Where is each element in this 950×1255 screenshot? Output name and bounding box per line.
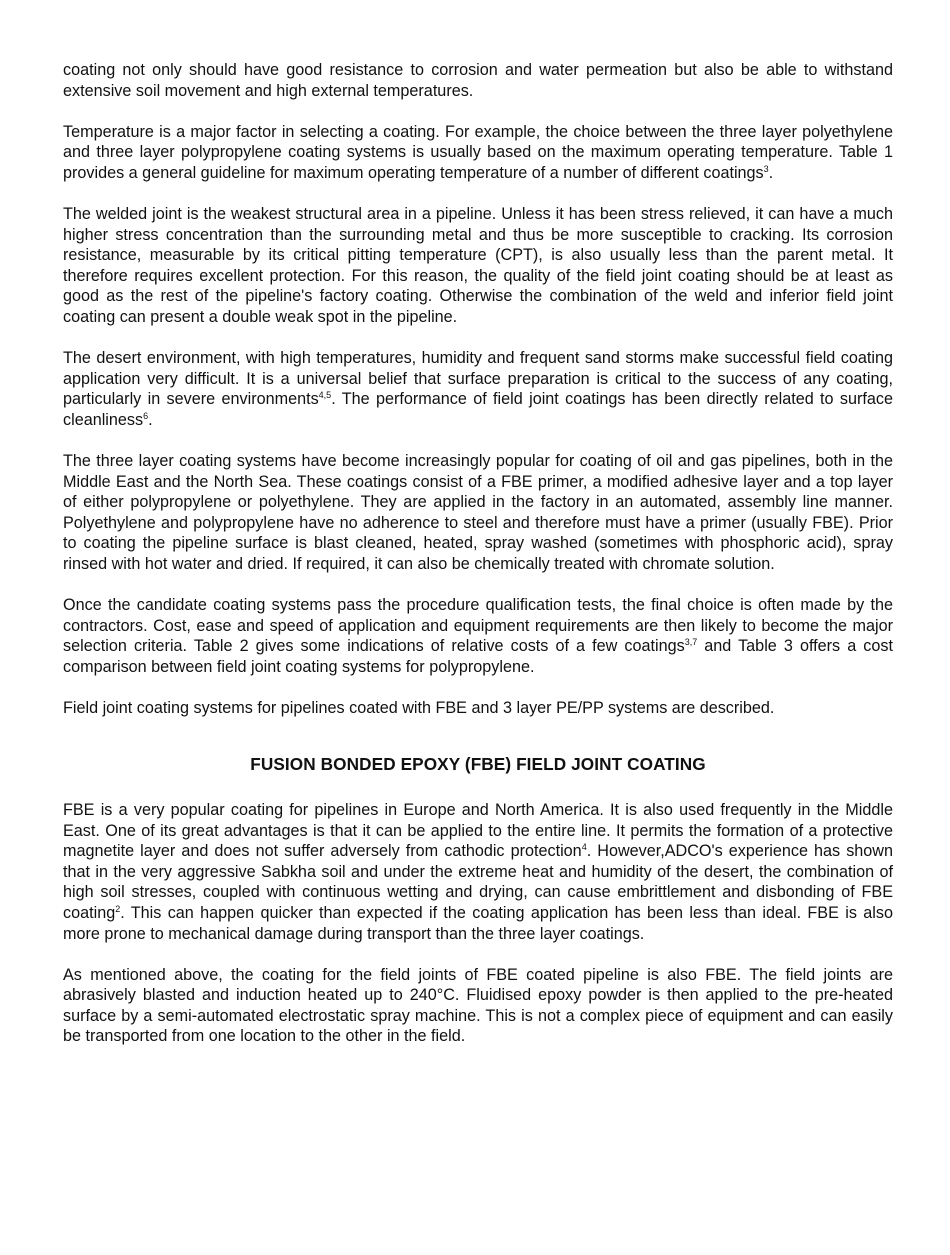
paragraph-three-layer: The three layer coating systems have become increasingly popular for coating of oil and gas pipelines, both in the Middle East and the North Sea. These coatings consist of a FBE primer, a modified adhesive layer and a top layer of either polypropylene or polyethylene. They are applied in the factory in an automated, assembly line manner. Polyethylene and polypropylene have no adherence to steel and therefore must have a primer (usually FBE). Prior to coating the pipeline surface is blast cleaned, heated, spray washed (sometimes with phosphoric acid), spray rinsed with hot water and dried. If required, it can also be chemically treated with chromate solution. <box>63 451 893 573</box>
footnote-ref: 6 <box>143 410 149 421</box>
paragraph-fbe-popular: FBE is a very popular coating for pipelines in Europe and North America. It is also used frequently in the Middle East. One of its great advantages is that it can be applied to the entire line. It permits the formation of a protective magnetite layer and does not suffer adversely from cathodic protection$^4$. However,ADCO's experience has shown that in the very aggressive Sabkha soil and under the extreme heat and humidity of the desert, the combination of high soil stresses, coupled with continuous wetting and drying, can cause embrittlement and disbonding of FBE coating$^2$. This can happen quicker than expected if the coating application has been less than ideal. FBE is also more prone to mechanical damage during transport than the three layer coatings. <box>63 801 894 943</box>
paragraph-systems-described: Field joint coating systems for pipelines coated with FBE and 3 layer PE/PP systems are described. <box>63 698 775 717</box>
paragraph-selection-criteria: Once the candidate coating systems pass the procedure qualification tests, the final choice is often made by the contractors. Cost, ease and speed of application and equipment requirements are then likely to become the major selection criteria. Table 2 gives some indications of relative costs of a few coatings$^{3,7}$ and Table 3 offers a cost comparison between field joint coating systems for polypropylene. <box>63 595 893 676</box>
footnote-ref: 3,7 <box>684 637 698 648</box>
footnote-ref: 4 <box>581 842 587 853</box>
footnote-ref: 2 <box>115 904 121 914</box>
footnote-ref: 3 <box>763 163 769 174</box>
paragraph-welded-joint: The welded joint is the weakest structural area in a pipeline. Unless it has been stress relieved, it can have a much higher stress concentration than the surrounding metal and thus be more susceptible to cracking. Its corrosion resistance, measurable by its critical pitting temperature (CPT), is also usually less than the parent metal. It therefore requires excellent protection. For this reason, the quality of the field joint coating should be at least as good as the rest of the pipeline's factory coating. Otherwise the combination of the weld and inferior field joint coating can present a double weak spot in the pipeline. <box>63 204 893 326</box>
paragraph-desert-environment: The desert environment, with high temperatures, humidity and frequent sand storms make successful field coating application very difficult. It is a universal belief that surface preparation is critical to the success of any coating, particularly in severe environments$^{4,5}$. The performance of field joint coatings has been directly related to surface cleanliness$^6$. <box>63 349 893 429</box>
document-page <box>63 60 893 1068</box>
paragraph-fbe-field-joints: As mentioned above, the coating for the field joints of FBE coated pipeline is also FBE. The field joints are abrasively blasted and induction heated up to 240°C. Fluidised epoxy powder is then applied to the pre-heated surface by a semi-automated electrostatic spray machine. This is not a complex piece of equipment and can easily be transported from one location to the other in the field. <box>63 965 893 1046</box>
footnote-ref: 4,5 <box>318 390 332 401</box>
paragraph-temperature: Temperature is a major factor in selecting a coating. For example, the choice between the three layer polyethylene and three layer polypropylene coating systems is usually based on the maximum operating temperature. Table 1 provides a general guideline for maximum operating temperature of a number of different coatings$^3$. <box>63 122 893 182</box>
section-heading: FUSION BONDED EPOXY (FBE) FIELD JOINT COATING <box>250 754 706 775</box>
paragraph-soil-movement: coating not only should have good resistance to corrosion and water permeation but also be able to withstand extensive soil movement and high external temperatures. <box>63 61 893 100</box>
